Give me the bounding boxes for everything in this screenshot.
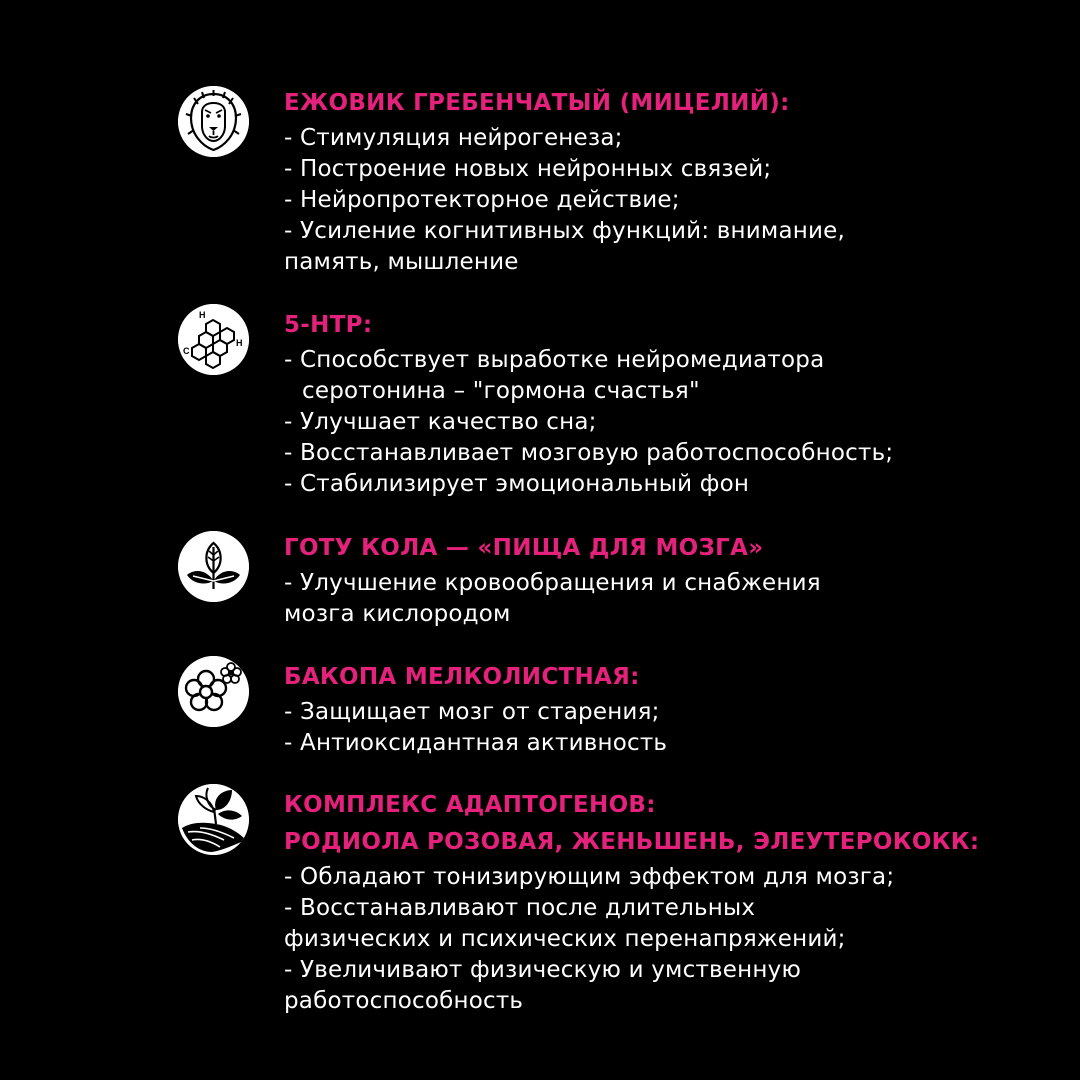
- benefit-line: - Стимуляция нейрогенеза;: [284, 125, 623, 151]
- svg-text:H: H: [199, 310, 206, 320]
- ingredient-text: [284, 88, 984, 278]
- svg-text:C: C: [183, 346, 190, 356]
- benefit-line: работоспособность: [284, 988, 524, 1014]
- ingredient-title: ЕЖОВИК ГРЕБЕНЧАТЫЙ (МИЦЕЛИЙ):: [284, 90, 790, 116]
- benefit-line: - Антиоксидантная активность: [284, 730, 668, 756]
- ingredient-title: ГОТУ КОЛА — «ПИЩА ДЛЯ МОЗГА»: [284, 535, 764, 561]
- ingredient-text: [284, 533, 984, 630]
- benefit-line: - Способствует выработке нейромедиатора: [284, 347, 825, 373]
- leaf-sprout-icon: [178, 531, 249, 602]
- benefit-line: - Защищает мозг от старения;: [284, 699, 660, 725]
- ingredient-text: [284, 310, 984, 500]
- benefit-line: - Восстанавливает мозговую работоспособность;: [284, 440, 894, 466]
- root-plant-icon: [178, 784, 249, 855]
- benefit-line: серотонина – "гормона счастья": [302, 378, 700, 404]
- ingredient-title: КОМПЛЕКС АДАПТОГЕНОВ:: [284, 792, 656, 818]
- benefit-line: - Восстанавливают после длительных: [284, 895, 756, 921]
- ingredient-text: [284, 662, 984, 759]
- ingredient-subtitle: РОДИОЛА РОЗОВАЯ, ЖЕНЬШЕНЬ, ЭЛЕУТЕРОКОКК:: [284, 829, 980, 855]
- benefit-line: - Улучшение кровообращения и снабжения: [284, 570, 821, 596]
- lion-icon: [178, 86, 249, 157]
- flower-icon: [178, 656, 249, 727]
- ingredient-title: 5-HTP:: [284, 312, 373, 338]
- benefit-line: - Нейропротекторное действие;: [284, 187, 680, 213]
- benefit-line: мозга кислородом: [284, 601, 511, 627]
- benefit-line: - Обладают тонизирующим эффектом для мозга;: [284, 864, 895, 890]
- molecule-icon: [178, 304, 249, 375]
- benefit-line: физических и психических перенапряжений;: [284, 926, 846, 952]
- benefit-line: - Усиление когнитивных функций: внимание,: [284, 218, 846, 244]
- ingredient-title: БАКОПА МЕЛКОЛИСТНАЯ:: [284, 664, 640, 690]
- benefit-line: - Построение новых нейронных связей;: [284, 156, 772, 182]
- benefit-line: память, мышление: [284, 249, 519, 275]
- benefit-line: - Стабилизирует эмоциональный фон: [284, 471, 750, 497]
- benefit-line: - Улучшает качество сна;: [284, 409, 597, 435]
- ingredient-text: [284, 790, 984, 1017]
- benefit-line: - Увеличивают физическую и умственную: [284, 957, 802, 983]
- svg-text:H: H: [236, 338, 243, 348]
